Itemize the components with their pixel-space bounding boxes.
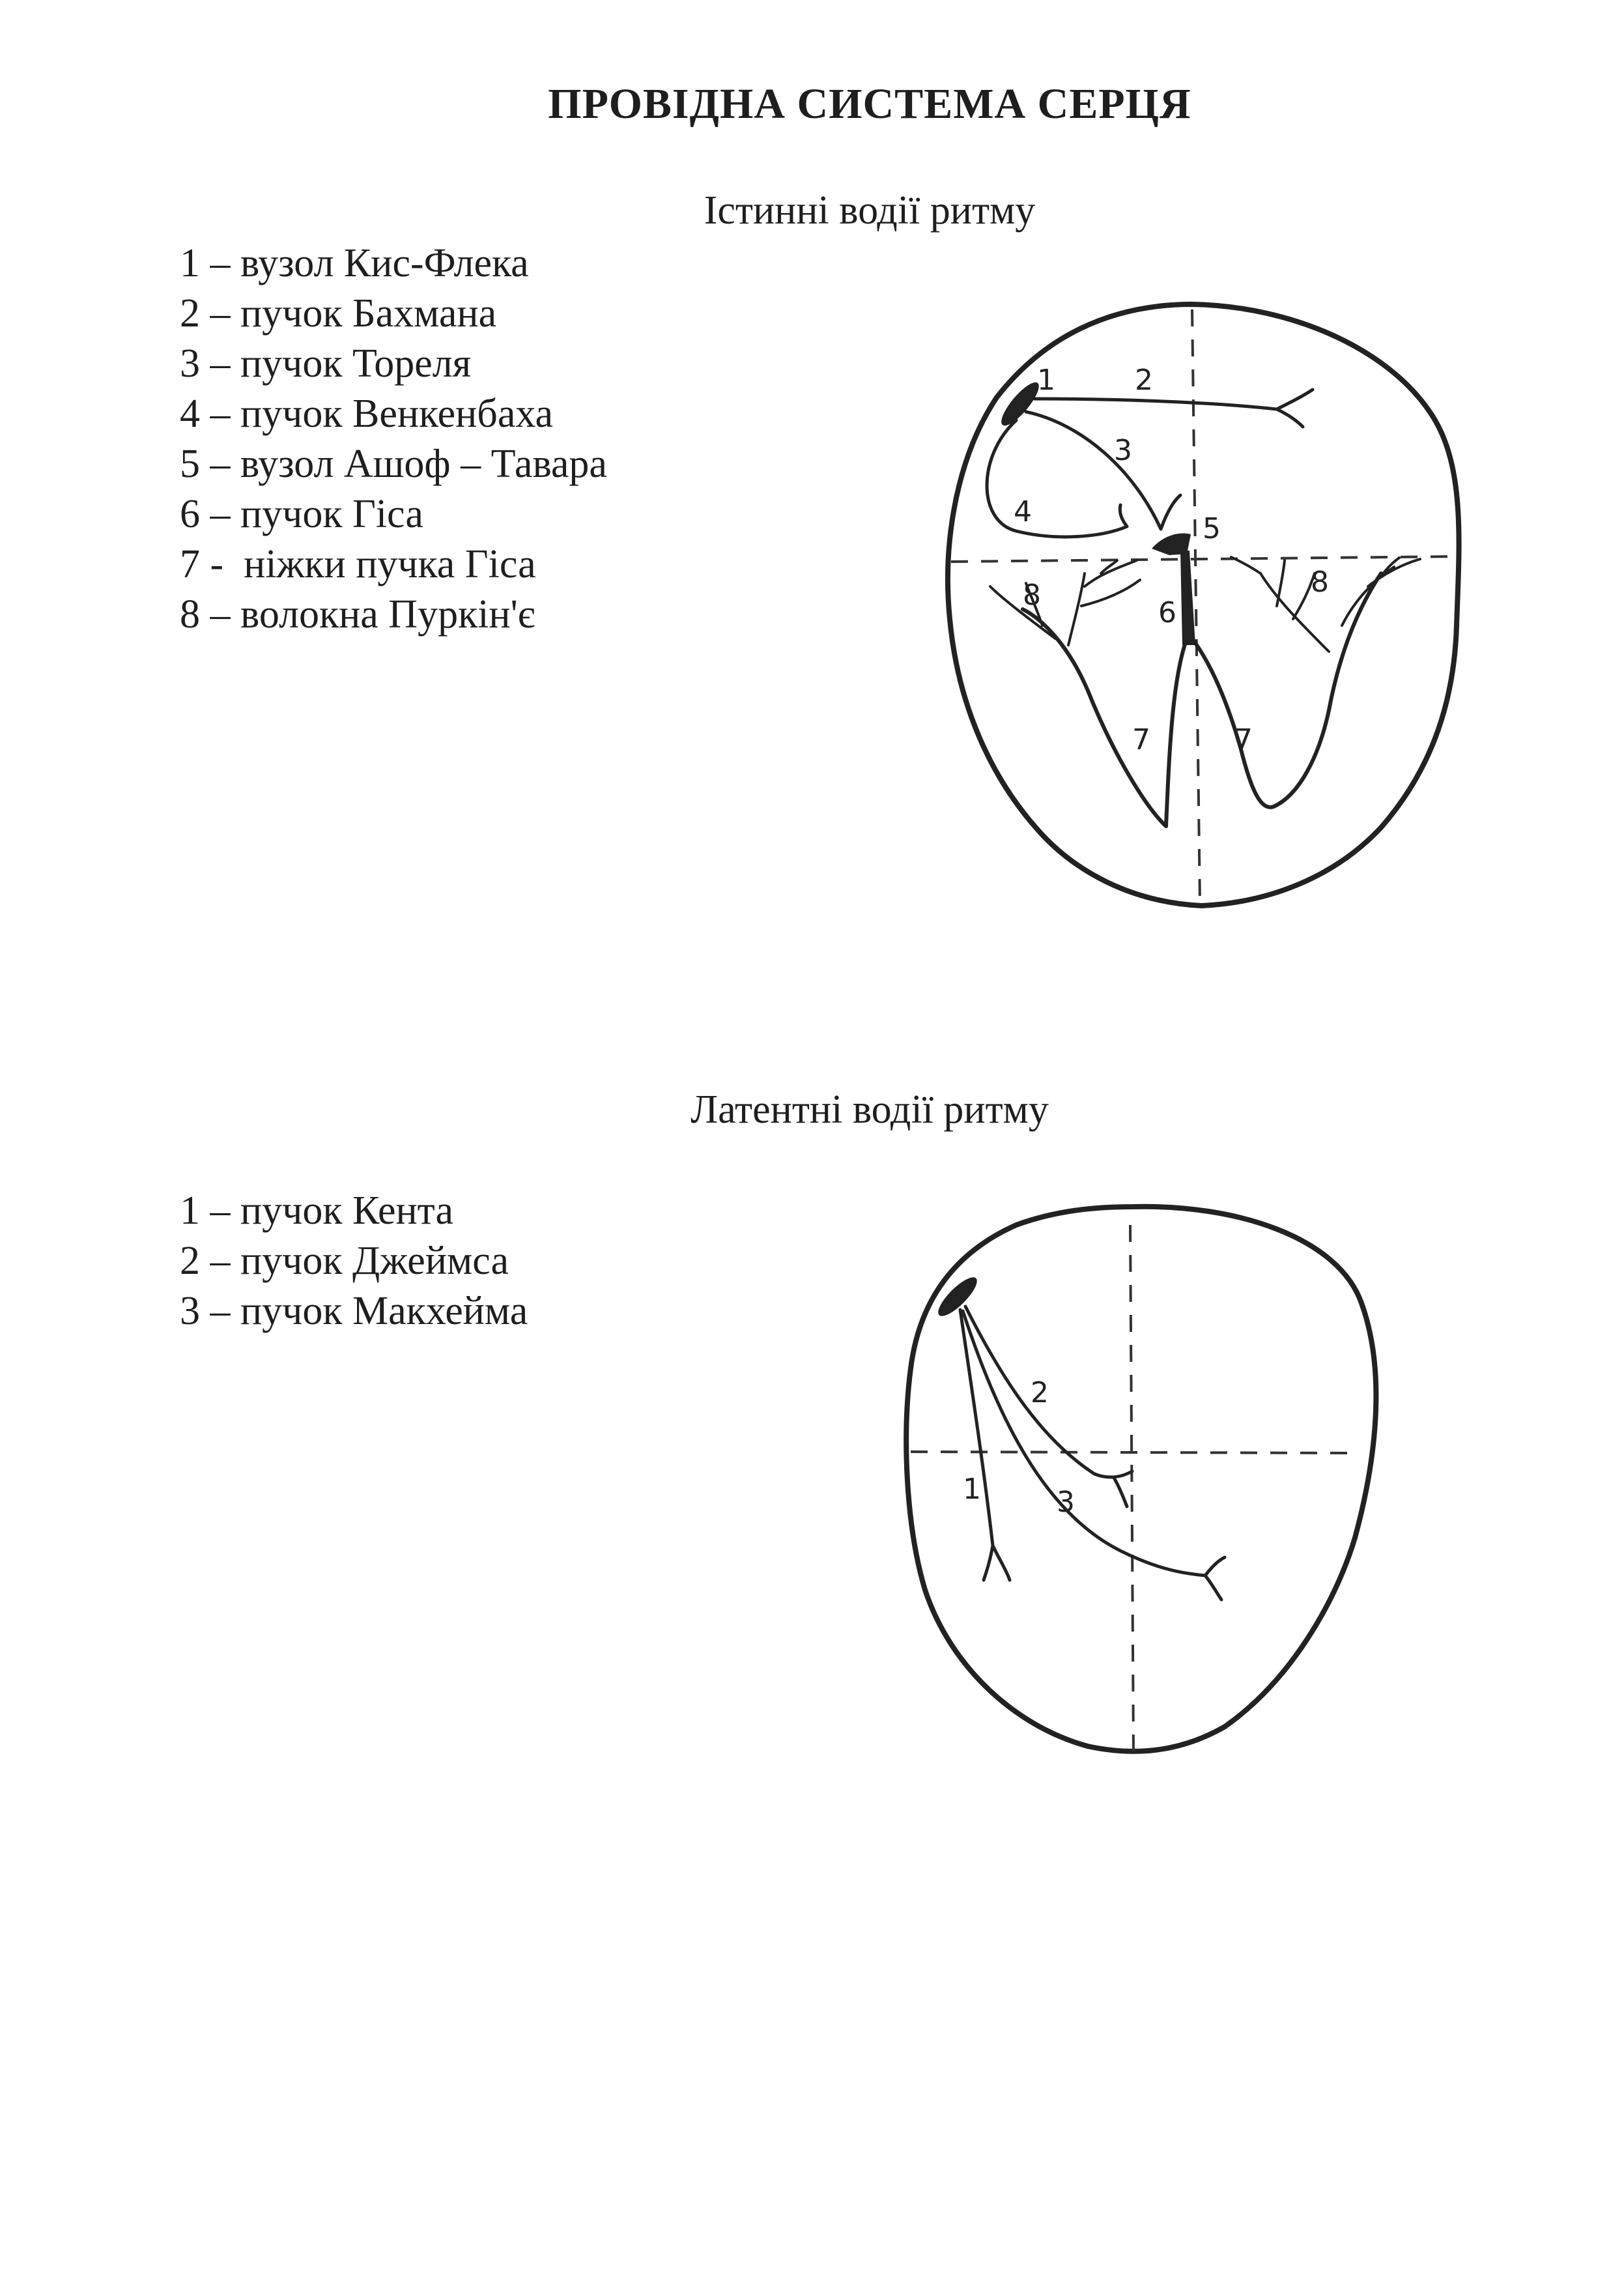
diagram-label-2: 2	[1135, 364, 1153, 397]
true-pacemakers-heading: Істинні водії ритму	[704, 188, 1036, 233]
diagram-label-7-right: 7	[1234, 723, 1253, 756]
latent-pacemakers-heading: Латентні водії ритму	[691, 1088, 1049, 1132]
latent-horizontal-axis	[911, 1452, 1354, 1453]
legend-item: 1 – пучок Кента	[180, 1189, 454, 1233]
latent-pacemakers-legend	[180, 1186, 528, 1336]
diagram-label-3: 3	[1114, 434, 1132, 467]
legend-item: 4 – пучок Венкенбаха	[180, 392, 554, 436]
james-bundle	[965, 1306, 1132, 1506]
legend-item: 2 – пучок Джеймса	[180, 1239, 509, 1283]
legend-item: 3 – пучок Тореля	[180, 341, 472, 386]
wenckebach-bundle	[987, 420, 1127, 537]
legend-item: 3 – пучок Макхейма	[180, 1289, 528, 1333]
page-title: ПРОВІДНА СИСТЕМА СЕРЦЯ	[548, 80, 1191, 128]
legend-item: 8 – волокна Пуркін'є	[180, 592, 535, 637]
legend-item: 7 - ніжки пучка Гіса	[180, 542, 536, 586]
thorel-bundle	[1026, 412, 1180, 529]
latent-diagram-label-1: 1	[963, 1473, 981, 1506]
kent-bundle	[960, 1310, 1010, 1580]
diagram-label-8-right: 8	[1311, 566, 1329, 599]
diagram-label-7-left: 7	[1132, 723, 1150, 756]
diagram-label-1: 1	[1037, 364, 1055, 397]
latent-sa-node	[933, 1273, 982, 1321]
horizontal-axis	[951, 556, 1454, 562]
his-bundle	[1180, 551, 1195, 645]
diagram-label-8-left: 8	[1023, 579, 1041, 612]
diagram-label-5: 5	[1203, 512, 1221, 545]
latent-diagram-label-3: 3	[1057, 1486, 1075, 1519]
vertical-axis	[1192, 310, 1200, 902]
purkinje-fibers-left	[990, 560, 1140, 645]
bachmann-bundle	[1034, 390, 1313, 427]
latent-vertical-axis	[1130, 1225, 1133, 1753]
latent-diagram-label-2: 2	[1031, 1376, 1049, 1409]
diagram-label-4: 4	[1014, 495, 1032, 528]
legend-item: 1 – вузол Кис-Флека	[180, 241, 529, 285]
mahaim-bundle	[963, 1311, 1225, 1600]
left-bundle-branch	[1023, 609, 1187, 826]
legend-item: 2 – пучок Бахмана	[180, 291, 497, 336]
diagram-label-6: 6	[1158, 596, 1176, 629]
legend-item: 6 – пучок Гіса	[180, 492, 423, 536]
legend-item: 5 – вузол Ашоф – Тавара	[180, 442, 607, 486]
